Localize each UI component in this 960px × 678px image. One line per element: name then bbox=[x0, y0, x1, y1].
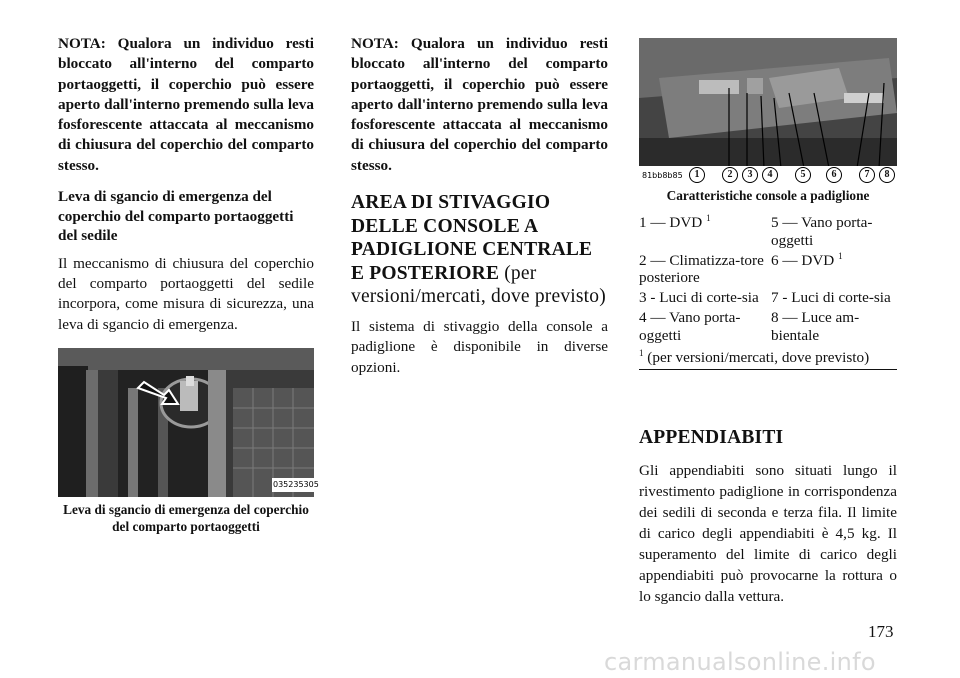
legend-row bbox=[639, 214, 897, 250]
watermark: carmanualsonline.info bbox=[604, 648, 876, 676]
section-heading-main: AREA DI STIVAGGIO DELLE CONSOLE A PADIGLIONE CENTRALE E POSTERIORE bbox=[351, 192, 593, 284]
legend-item: 8 — Luce am-bientale bbox=[771, 308, 860, 344]
body-paragraph: Gli appendiabiti sono situati lungo il rivestimento padiglione in corrispondenza dei sedili di seconda e terza fila. Il limite di carico degli appendiabiti è 4,5 kg. Il superamento del limite di carico degli appendiabiti può provocarne la rottura o lo sgancio dalla vettura. bbox=[639, 461, 897, 605]
photo-code-label: 035235305 bbox=[273, 480, 319, 489]
section-heading-qualifier: (per versioni/mercati, dove previsto) bbox=[351, 262, 606, 308]
callout-3: 3 bbox=[742, 167, 758, 183]
legend-row bbox=[639, 289, 897, 307]
page-number: 173 bbox=[868, 622, 894, 641]
legend-item: 2 — Climatizza-tore posteriore bbox=[639, 251, 764, 287]
footnote-text: (per versioni/mercati, dove previsto) bbox=[647, 348, 870, 366]
column-middle bbox=[351, 34, 608, 378]
callout-5: 5 bbox=[795, 167, 811, 183]
note-paragraph: NOTA: Qualora un individuo resti bloccato all'interno del comparto portaoggetti, il coperchio può essere aperto dall'interno premendo sulla leva fosforescente attaccata al meccanismo di chiusura del coperchio del comparto stesso. bbox=[58, 35, 314, 174]
callout-markers bbox=[689, 167, 897, 183]
legend-item: 1 — DVD $^1$ bbox=[639, 213, 711, 231]
legend-item: 3 - Luci di corte-sia bbox=[639, 289, 759, 307]
subheading: Leva di sgancio di emergenza del coperchio del comparto portaoggetti del sedile bbox=[58, 188, 294, 245]
photo-code-label: 81bb8b85 bbox=[642, 171, 683, 180]
caption-text: Caratteristiche console a padiglione bbox=[666, 188, 870, 203]
coat-hooks-section bbox=[639, 426, 897, 607]
storage-release-lever-photo bbox=[58, 348, 319, 497]
callout-6: 6 bbox=[826, 167, 842, 183]
legend-footnote bbox=[639, 349, 897, 371]
callout-7: 7 bbox=[859, 167, 875, 183]
photo-caption bbox=[58, 501, 314, 535]
console-legend bbox=[639, 214, 897, 370]
callout-8: 8 bbox=[879, 167, 895, 183]
callout-2: 2 bbox=[722, 167, 738, 183]
photo-caption bbox=[639, 187, 897, 204]
legend-item: 4 — Vano porta-oggetti bbox=[639, 308, 741, 344]
section-heading: APPENDIABITI bbox=[639, 427, 784, 448]
legend-row bbox=[639, 309, 897, 345]
legend-item: 7 - Luci di corte-sia bbox=[771, 289, 891, 307]
callout-1: 1 bbox=[689, 167, 705, 183]
column-left bbox=[58, 34, 314, 335]
legend-item: 5 — Vano porta-oggetti bbox=[771, 214, 873, 249]
legend-row bbox=[639, 252, 897, 288]
overhead-console-photo bbox=[639, 38, 897, 184]
body-paragraph: Il meccanismo di chiusura del coperchio del comparto portaoggetti del sedile incorpora, come misura di sicurezza, una leva di sgancio di emergenza. bbox=[58, 254, 314, 333]
callout-4: 4 bbox=[762, 167, 778, 183]
section-heading bbox=[351, 191, 608, 309]
body-paragraph: Il sistema di stivaggio della console a padiglione è disponibile in diverse opzioni. bbox=[351, 318, 608, 376]
footnote-mark: 1 bbox=[639, 347, 644, 358]
caption-text: Leva di sgancio di emergenza del coperchio del comparto portaoggetti bbox=[63, 502, 309, 534]
note-paragraph: NOTA: Qualora un individuo resti bloccato all'interno del comparto portaoggetti, il coperchio può essere aperto dall'interno premendo sulla leva fosforescente attaccata al meccanismo di chiusura del coperchio del comparto stesso. bbox=[351, 35, 608, 174]
legend-item: 6 — DVD $^1$ bbox=[771, 250, 843, 269]
